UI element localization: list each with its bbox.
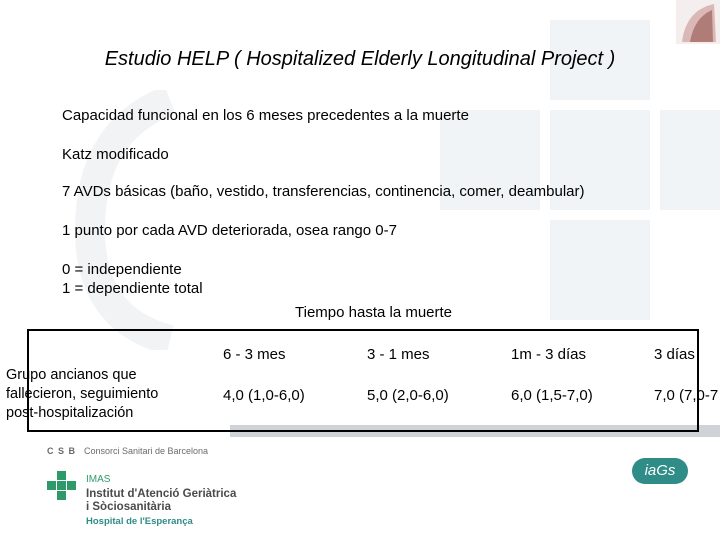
- iags-logo: iaGs: [632, 458, 688, 484]
- header-cell-4: 3 días: [654, 346, 695, 363]
- hospital-name: Hospital de l'Esperança: [86, 516, 193, 527]
- text-line-katz: Katz modificado: [62, 146, 169, 163]
- imas-cross-logo-icon: [46, 470, 78, 502]
- institut-line-1: Institut d'Atenció Geriàtrica: [86, 488, 237, 500]
- background-arc-watermark: [60, 90, 180, 350]
- text-line-independiente: 0 = independiente: [62, 261, 182, 278]
- header-cell-2: 3 - 1 mes: [367, 346, 430, 363]
- value-cell-1: 4,0 (1,0-6,0): [223, 387, 305, 404]
- csb-name: Consorci Sanitari de Barcelona: [84, 446, 209, 456]
- value-cell-4: 7,0 (7,0-7: [654, 387, 719, 404]
- header-cell-3: 1m - 3 días: [511, 346, 587, 363]
- value-cell-2: 5,0 (2,0-6,0): [367, 387, 449, 404]
- csb-abbreviation: C S B: [47, 446, 77, 456]
- row-label: Grupo ancianos que fallecieron, seguimiento post-hospitalización: [6, 367, 159, 421]
- text-line-puntos: 1 punto por cada AVD deteriorada, osea rango 0-7: [62, 222, 397, 239]
- page-title: Estudio HELP ( Hospitalized Elderly Longitudinal Project ): [104, 48, 616, 70]
- text-line-avds: 7 AVDs básicas (baño, vestido, transferencias, continencia, comer, deambular): [62, 183, 585, 200]
- text-line-capacidad: Capacidad funcional en los 6 meses precedentes a la muerte: [62, 107, 469, 124]
- corner-logo-icon: [676, 0, 720, 44]
- imas-label: IMAS: [86, 474, 111, 485]
- institut-line-2: i Sòciosanitària: [86, 501, 172, 513]
- text-line-dependiente: 1 = dependiente total: [62, 280, 203, 297]
- value-cell-3: 6,0 (1,5-7,0): [511, 387, 593, 404]
- header-cell-1: 6 - 3 mes: [223, 346, 286, 363]
- table-caption: Tiempo hasta la muerte: [295, 304, 453, 321]
